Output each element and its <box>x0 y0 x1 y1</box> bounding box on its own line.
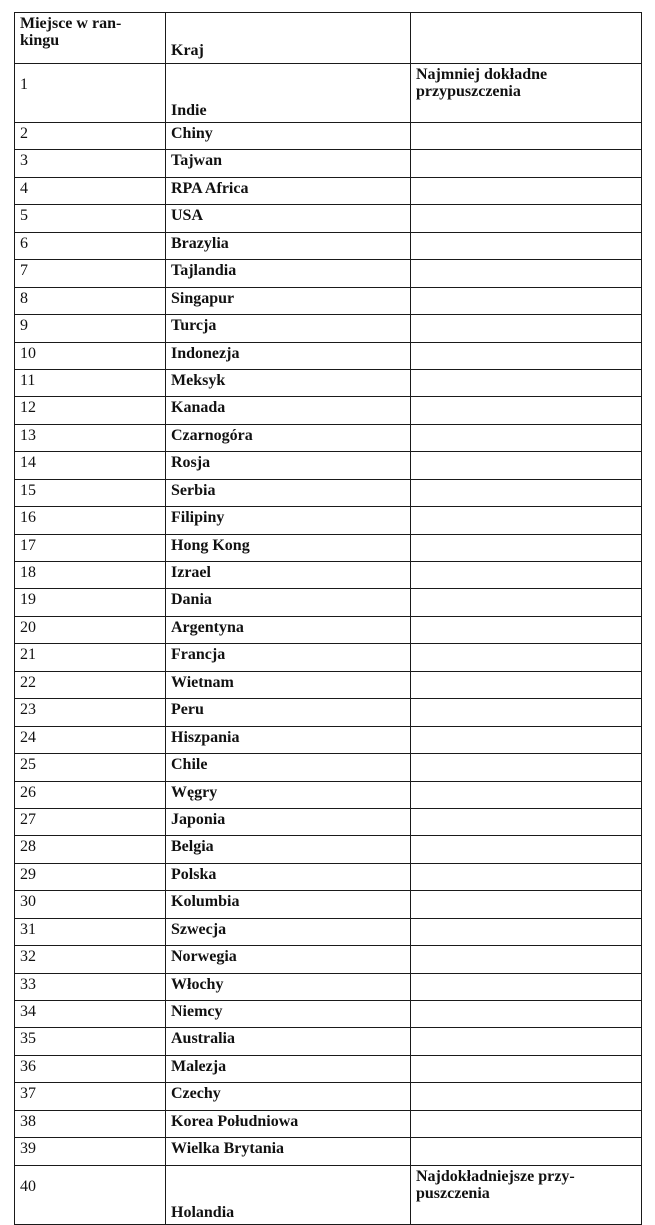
rank-cell: 34 <box>15 1001 166 1028</box>
table-row <box>15 946 642 973</box>
note-cell <box>411 315 642 342</box>
table-row <box>15 177 642 204</box>
country-cell: Hiszpania <box>166 726 411 753</box>
header-note-cell <box>411 13 642 64</box>
note-cell <box>411 973 642 1000</box>
header-rank-label-line1: Miejsce w ran- <box>20 15 122 32</box>
country-cell: Dania <box>166 589 411 616</box>
table-row <box>15 1165 642 1224</box>
country-cell: Meksyk <box>166 369 411 396</box>
note-cell <box>411 863 642 890</box>
note-cell <box>411 287 642 314</box>
table-row <box>15 123 642 150</box>
note-cell <box>411 424 642 451</box>
note-cell <box>411 946 642 973</box>
country-cell: Kolumbia <box>166 891 411 918</box>
table-row <box>15 616 642 643</box>
country-cell: Polska <box>166 863 411 890</box>
rank-cell: 18 <box>15 562 166 589</box>
note-cell <box>411 1028 642 1055</box>
ranking-table-body <box>15 13 642 1225</box>
country-cell: Peru <box>166 699 411 726</box>
table-row <box>15 369 642 396</box>
rank-cell: 3 <box>15 150 166 177</box>
table-row <box>15 397 642 424</box>
table-row <box>15 260 642 287</box>
note-cell <box>411 836 642 863</box>
rank-cell: 21 <box>15 644 166 671</box>
table-row <box>15 1055 642 1082</box>
note-cell <box>411 589 642 616</box>
note-cell <box>411 205 642 232</box>
note-cell <box>411 1138 642 1165</box>
rank-cell: 14 <box>15 452 166 479</box>
country-cell: Izrael <box>166 562 411 589</box>
country-cell: Indie <box>166 64 411 123</box>
rank-cell: 2 <box>15 123 166 150</box>
table-row <box>15 1138 642 1165</box>
table-row <box>15 424 642 451</box>
rank-cell: 39 <box>15 1138 166 1165</box>
country-cell: Wietnam <box>166 671 411 698</box>
note-cell <box>411 507 642 534</box>
table-row <box>15 1001 642 1028</box>
note-line-2: przypuszczenia <box>416 83 521 100</box>
rank-cell: 40 <box>15 1165 166 1224</box>
country-cell: Brazylia <box>166 232 411 259</box>
note-cell <box>411 616 642 643</box>
rank-cell: 15 <box>15 479 166 506</box>
country-cell: Norwegia <box>166 946 411 973</box>
note-cell <box>411 1055 642 1082</box>
table-row <box>15 315 642 342</box>
note-line-2: puszczenia <box>416 1184 490 1202</box>
note-cell <box>411 699 642 726</box>
rank-cell: 24 <box>15 726 166 753</box>
table-row <box>15 863 642 890</box>
rank-cell: 10 <box>15 342 166 369</box>
country-cell: Włochy <box>166 973 411 1000</box>
note-cell <box>411 452 642 479</box>
note-cell <box>411 754 642 781</box>
table-row <box>15 1028 642 1055</box>
country-cell: Chile <box>166 754 411 781</box>
country-cell: Rosja <box>166 452 411 479</box>
header-rank-label-line2: kingu <box>20 32 60 49</box>
table-row <box>15 589 642 616</box>
country-cell: USA <box>166 205 411 232</box>
table-row <box>15 671 642 698</box>
rank-cell: 29 <box>15 863 166 890</box>
rank-cell: 19 <box>15 589 166 616</box>
note-line-1: Najdokładniejsze przy- <box>416 1167 575 1185</box>
table-row <box>15 452 642 479</box>
note-cell <box>411 808 642 835</box>
rank-cell: 22 <box>15 671 166 698</box>
note-cell <box>411 123 642 150</box>
country-cell: Turcja <box>166 315 411 342</box>
country-cell: Francja <box>166 644 411 671</box>
note-cell <box>411 369 642 396</box>
rank-cell: 36 <box>15 1055 166 1082</box>
table-row <box>15 781 642 808</box>
note-cell <box>411 64 642 123</box>
country-cell: Czarnogóra <box>166 424 411 451</box>
country-cell: Indonezja <box>166 342 411 369</box>
table-row <box>15 205 642 232</box>
rank-cell: 38 <box>15 1110 166 1137</box>
note-cell <box>411 562 642 589</box>
country-cell: Niemcy <box>166 1001 411 1028</box>
note-cell <box>411 781 642 808</box>
rank-cell: 9 <box>15 315 166 342</box>
note-cell <box>411 1110 642 1137</box>
rank-cell: 25 <box>15 754 166 781</box>
country-cell: Wielka Brytania <box>166 1138 411 1165</box>
rank-cell: 4 <box>15 177 166 204</box>
table-row <box>15 232 642 259</box>
note-cell <box>411 397 642 424</box>
table-row <box>15 644 642 671</box>
country-cell: Argentyna <box>166 616 411 643</box>
table-header-row <box>15 13 642 64</box>
note-cell <box>411 1001 642 1028</box>
country-cell: Tajwan <box>166 150 411 177</box>
table-row <box>15 479 642 506</box>
rank-cell: 26 <box>15 781 166 808</box>
table-row <box>15 726 642 753</box>
note-cell <box>411 644 642 671</box>
note-cell <box>411 260 642 287</box>
country-cell: Czechy <box>166 1083 411 1110</box>
note-cell <box>411 671 642 698</box>
rank-cell: 11 <box>15 369 166 396</box>
note-cell <box>411 150 642 177</box>
country-cell: Serbia <box>166 479 411 506</box>
note-cell <box>411 479 642 506</box>
rank-cell: 17 <box>15 534 166 561</box>
rank-cell: 16 <box>15 507 166 534</box>
country-cell: Szwecja <box>166 918 411 945</box>
rank-cell: 28 <box>15 836 166 863</box>
rank-cell: 31 <box>15 918 166 945</box>
table-row <box>15 918 642 945</box>
country-cell: Korea Południowa <box>166 1110 411 1137</box>
rank-cell: 30 <box>15 891 166 918</box>
table-row <box>15 836 642 863</box>
country-cell: Hong Kong <box>166 534 411 561</box>
note-cell <box>411 177 642 204</box>
rank-cell: 8 <box>15 287 166 314</box>
rank-cell: 6 <box>15 232 166 259</box>
table-row <box>15 1083 642 1110</box>
rank-cell: 1 <box>15 64 166 123</box>
note-cell <box>411 342 642 369</box>
table-row <box>15 808 642 835</box>
note-cell <box>411 726 642 753</box>
rank-cell: 27 <box>15 808 166 835</box>
table-row <box>15 973 642 1000</box>
table-row <box>15 1110 642 1137</box>
rank-cell: 37 <box>15 1083 166 1110</box>
country-cell: Malezja <box>166 1055 411 1082</box>
country-cell: Japonia <box>166 808 411 835</box>
table-row <box>15 699 642 726</box>
rank-cell: 7 <box>15 260 166 287</box>
country-cell: Chiny <box>166 123 411 150</box>
table-row <box>15 64 642 123</box>
rank-cell: 33 <box>15 973 166 1000</box>
rank-cell: 23 <box>15 699 166 726</box>
note-cell <box>411 918 642 945</box>
table-row <box>15 507 642 534</box>
note-line-1: Najmniej dokładne <box>416 66 548 83</box>
note-cell <box>411 534 642 561</box>
table-row <box>15 562 642 589</box>
note-cell <box>411 891 642 918</box>
country-cell: Tajlandia <box>166 260 411 287</box>
note-cell <box>411 1083 642 1110</box>
rank-cell: 5 <box>15 205 166 232</box>
country-cell: Węgry <box>166 781 411 808</box>
country-cell: Australia <box>166 1028 411 1055</box>
country-cell: Kanada <box>166 397 411 424</box>
country-cell: Filipiny <box>166 507 411 534</box>
rank-cell: 12 <box>15 397 166 424</box>
country-cell: Holandia <box>166 1165 411 1224</box>
note-cell <box>411 232 642 259</box>
ranking-table <box>14 12 642 1225</box>
table-row <box>15 150 642 177</box>
rank-cell: 13 <box>15 424 166 451</box>
country-cell: RPA Africa <box>166 177 411 204</box>
rank-cell: 20 <box>15 616 166 643</box>
table-row <box>15 534 642 561</box>
note-cell <box>411 1165 642 1224</box>
rank-cell: 35 <box>15 1028 166 1055</box>
country-cell: Belgia <box>166 836 411 863</box>
table-row <box>15 342 642 369</box>
table-row <box>15 287 642 314</box>
rank-cell: 32 <box>15 946 166 973</box>
header-country-label: Kraj <box>171 42 204 59</box>
table-row <box>15 754 642 781</box>
header-country-cell <box>166 13 411 64</box>
table-row <box>15 891 642 918</box>
country-cell: Singapur <box>166 287 411 314</box>
header-rank-cell <box>15 13 166 64</box>
